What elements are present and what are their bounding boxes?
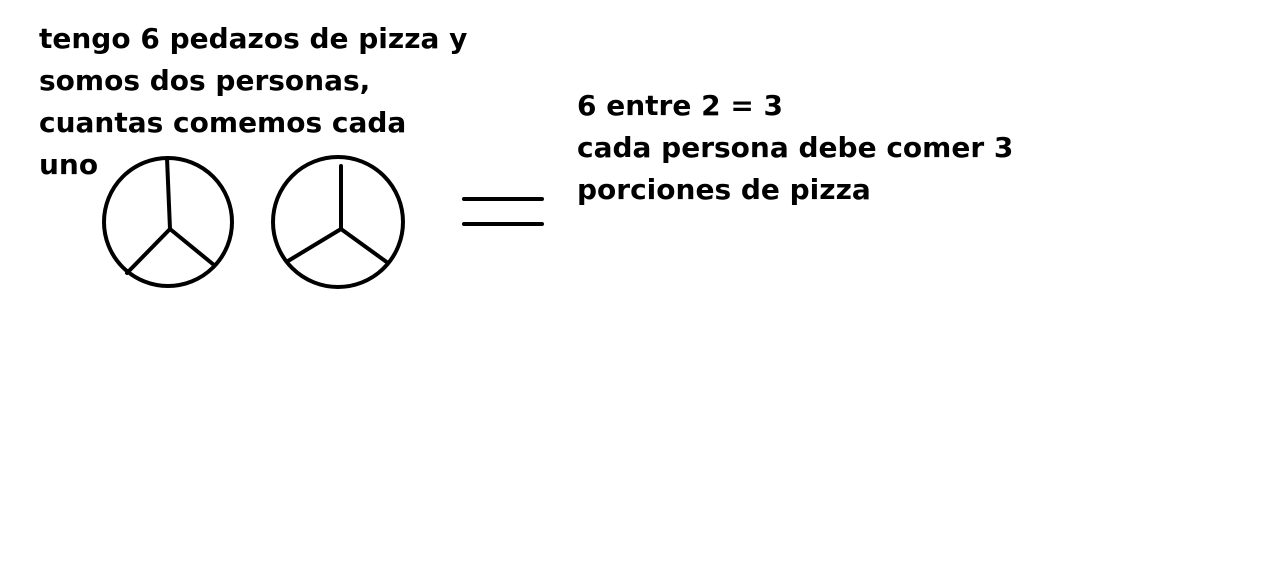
pizza-left	[104, 158, 232, 286]
question-line-4: uno	[39, 148, 99, 181]
pizza-right-cut-2	[288, 229, 341, 261]
pizza-left-cut-3	[170, 229, 214, 265]
answer-line-2: cada persona debe comer 3	[577, 131, 1014, 164]
question-line-3: cuantas comemos cada	[39, 106, 407, 139]
pizza-left-cut-2	[127, 229, 170, 273]
answer-line-1: 6 entre 2 = 3	[577, 89, 784, 122]
pizza-right-crust	[273, 157, 403, 287]
question-line-2: somos dos personas,	[39, 64, 371, 97]
question-line-1: tengo 6 pedazos de pizza y	[39, 22, 468, 55]
pizza-left-cut-1	[167, 158, 170, 229]
equals-sign	[464, 199, 542, 224]
pizza-right-cut-3	[341, 229, 388, 263]
answer-line-3: porciones de pizza	[577, 173, 871, 206]
answer-text	[577, 85, 1013, 211]
pizza-right	[273, 157, 403, 287]
